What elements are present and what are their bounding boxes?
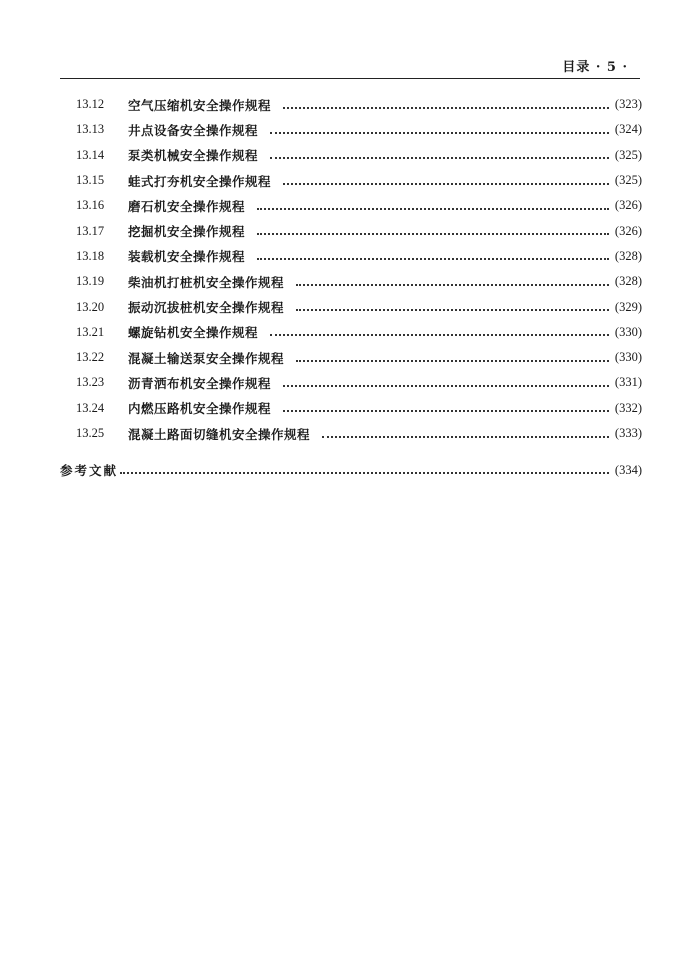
toc-list [76,92,642,446]
dot-leader [257,233,609,235]
entry-title: 井点设备安全操作规程 [128,122,259,138]
dot-leader [296,309,609,311]
entry-title: 挖掘机安全操作规程 [128,224,246,240]
toc-entry[interactable] [76,345,642,370]
entry-number: 13.19 [76,274,105,289]
dot-leader [270,157,609,159]
toc-entry[interactable] [76,244,642,269]
entry-page: (328) [614,248,642,263]
toc-entry[interactable] [76,218,642,243]
dot-leader [270,132,609,134]
dot-leader [296,360,609,362]
references-entry[interactable] [60,458,642,482]
entry-page: (324) [614,122,642,137]
dot-leader [257,258,609,260]
dot-leader [283,183,609,185]
entry-number: 13.23 [76,375,105,390]
entry-page: (326) [614,223,642,238]
entry-title: 柴油机打桩机安全操作规程 [128,274,285,290]
dot-leader [296,284,609,286]
references-title: 参考文献 [60,463,119,478]
entry-number: 13.16 [76,198,105,213]
entry-page: (331) [614,375,642,390]
entry-page: (325) [614,147,642,162]
entry-title: 泵类机械安全操作规程 [128,148,259,164]
dot-leader [270,334,609,336]
entry-number: 13.13 [76,122,105,137]
dot-leader [120,472,609,474]
toc-entry[interactable] [76,168,642,193]
toc-entry[interactable] [76,421,642,446]
entry-title: 沥青洒布机安全操作规程 [128,375,272,391]
entry-title: 装载机安全操作规程 [128,249,246,265]
entry-number: 13.20 [76,299,105,314]
entry-page: (328) [614,274,642,289]
entry-page: (330) [614,350,642,365]
dot-leader [257,208,609,210]
entry-title: 蛙式打夯机安全操作规程 [128,173,272,189]
entry-number: 13.24 [76,400,105,415]
entry-page: (326) [614,198,642,213]
toc-entry[interactable] [76,370,642,395]
entry-title: 空气压缩机安全操作规程 [128,97,272,113]
entry-title: 振动沉拔桩机安全操作规程 [128,300,285,316]
references-page: (334) [614,462,642,477]
entry-number: 13.18 [76,248,105,263]
toc-entry[interactable] [76,269,642,294]
entry-title: 混凝土输送泵安全操作规程 [128,350,285,366]
entry-page: (332) [614,400,642,415]
entry-number: 13.21 [76,324,105,339]
page-header [60,56,640,78]
entry-page: (325) [614,173,642,188]
entry-number: 13.17 [76,223,105,238]
entry-title: 磨石机安全操作规程 [128,198,246,214]
entry-number: 13.15 [76,173,105,188]
toc-entry[interactable] [76,143,642,168]
dot-leader [322,436,609,438]
entry-number: 13.14 [76,147,105,162]
entry-title: 螺旋钻机安全操作规程 [128,325,259,341]
entry-title: 混凝土路面切缝机安全操作规程 [128,426,311,442]
entry-number: 13.12 [76,97,105,112]
entry-number: 13.25 [76,426,105,440]
toc-entry[interactable] [76,117,642,142]
dot-leader [283,410,609,412]
header-rule [60,78,640,79]
toc-entry[interactable] [76,396,642,421]
toc-entry[interactable] [76,92,642,117]
toc-entry[interactable] [76,193,642,218]
dot-leader [283,385,609,387]
entry-title: 内燃压路机安全操作规程 [128,401,272,417]
toc-entry[interactable] [76,320,642,345]
dot-leader [283,107,609,109]
entry-page: (329) [614,299,642,314]
entry-page: (330) [614,324,642,339]
toc-entry[interactable] [76,294,642,319]
entry-number: 13.22 [76,350,105,365]
entry-page: (333) [614,426,642,440]
header-title: 目录 · 5 · [562,60,628,75]
entry-page: (323) [614,97,642,112]
